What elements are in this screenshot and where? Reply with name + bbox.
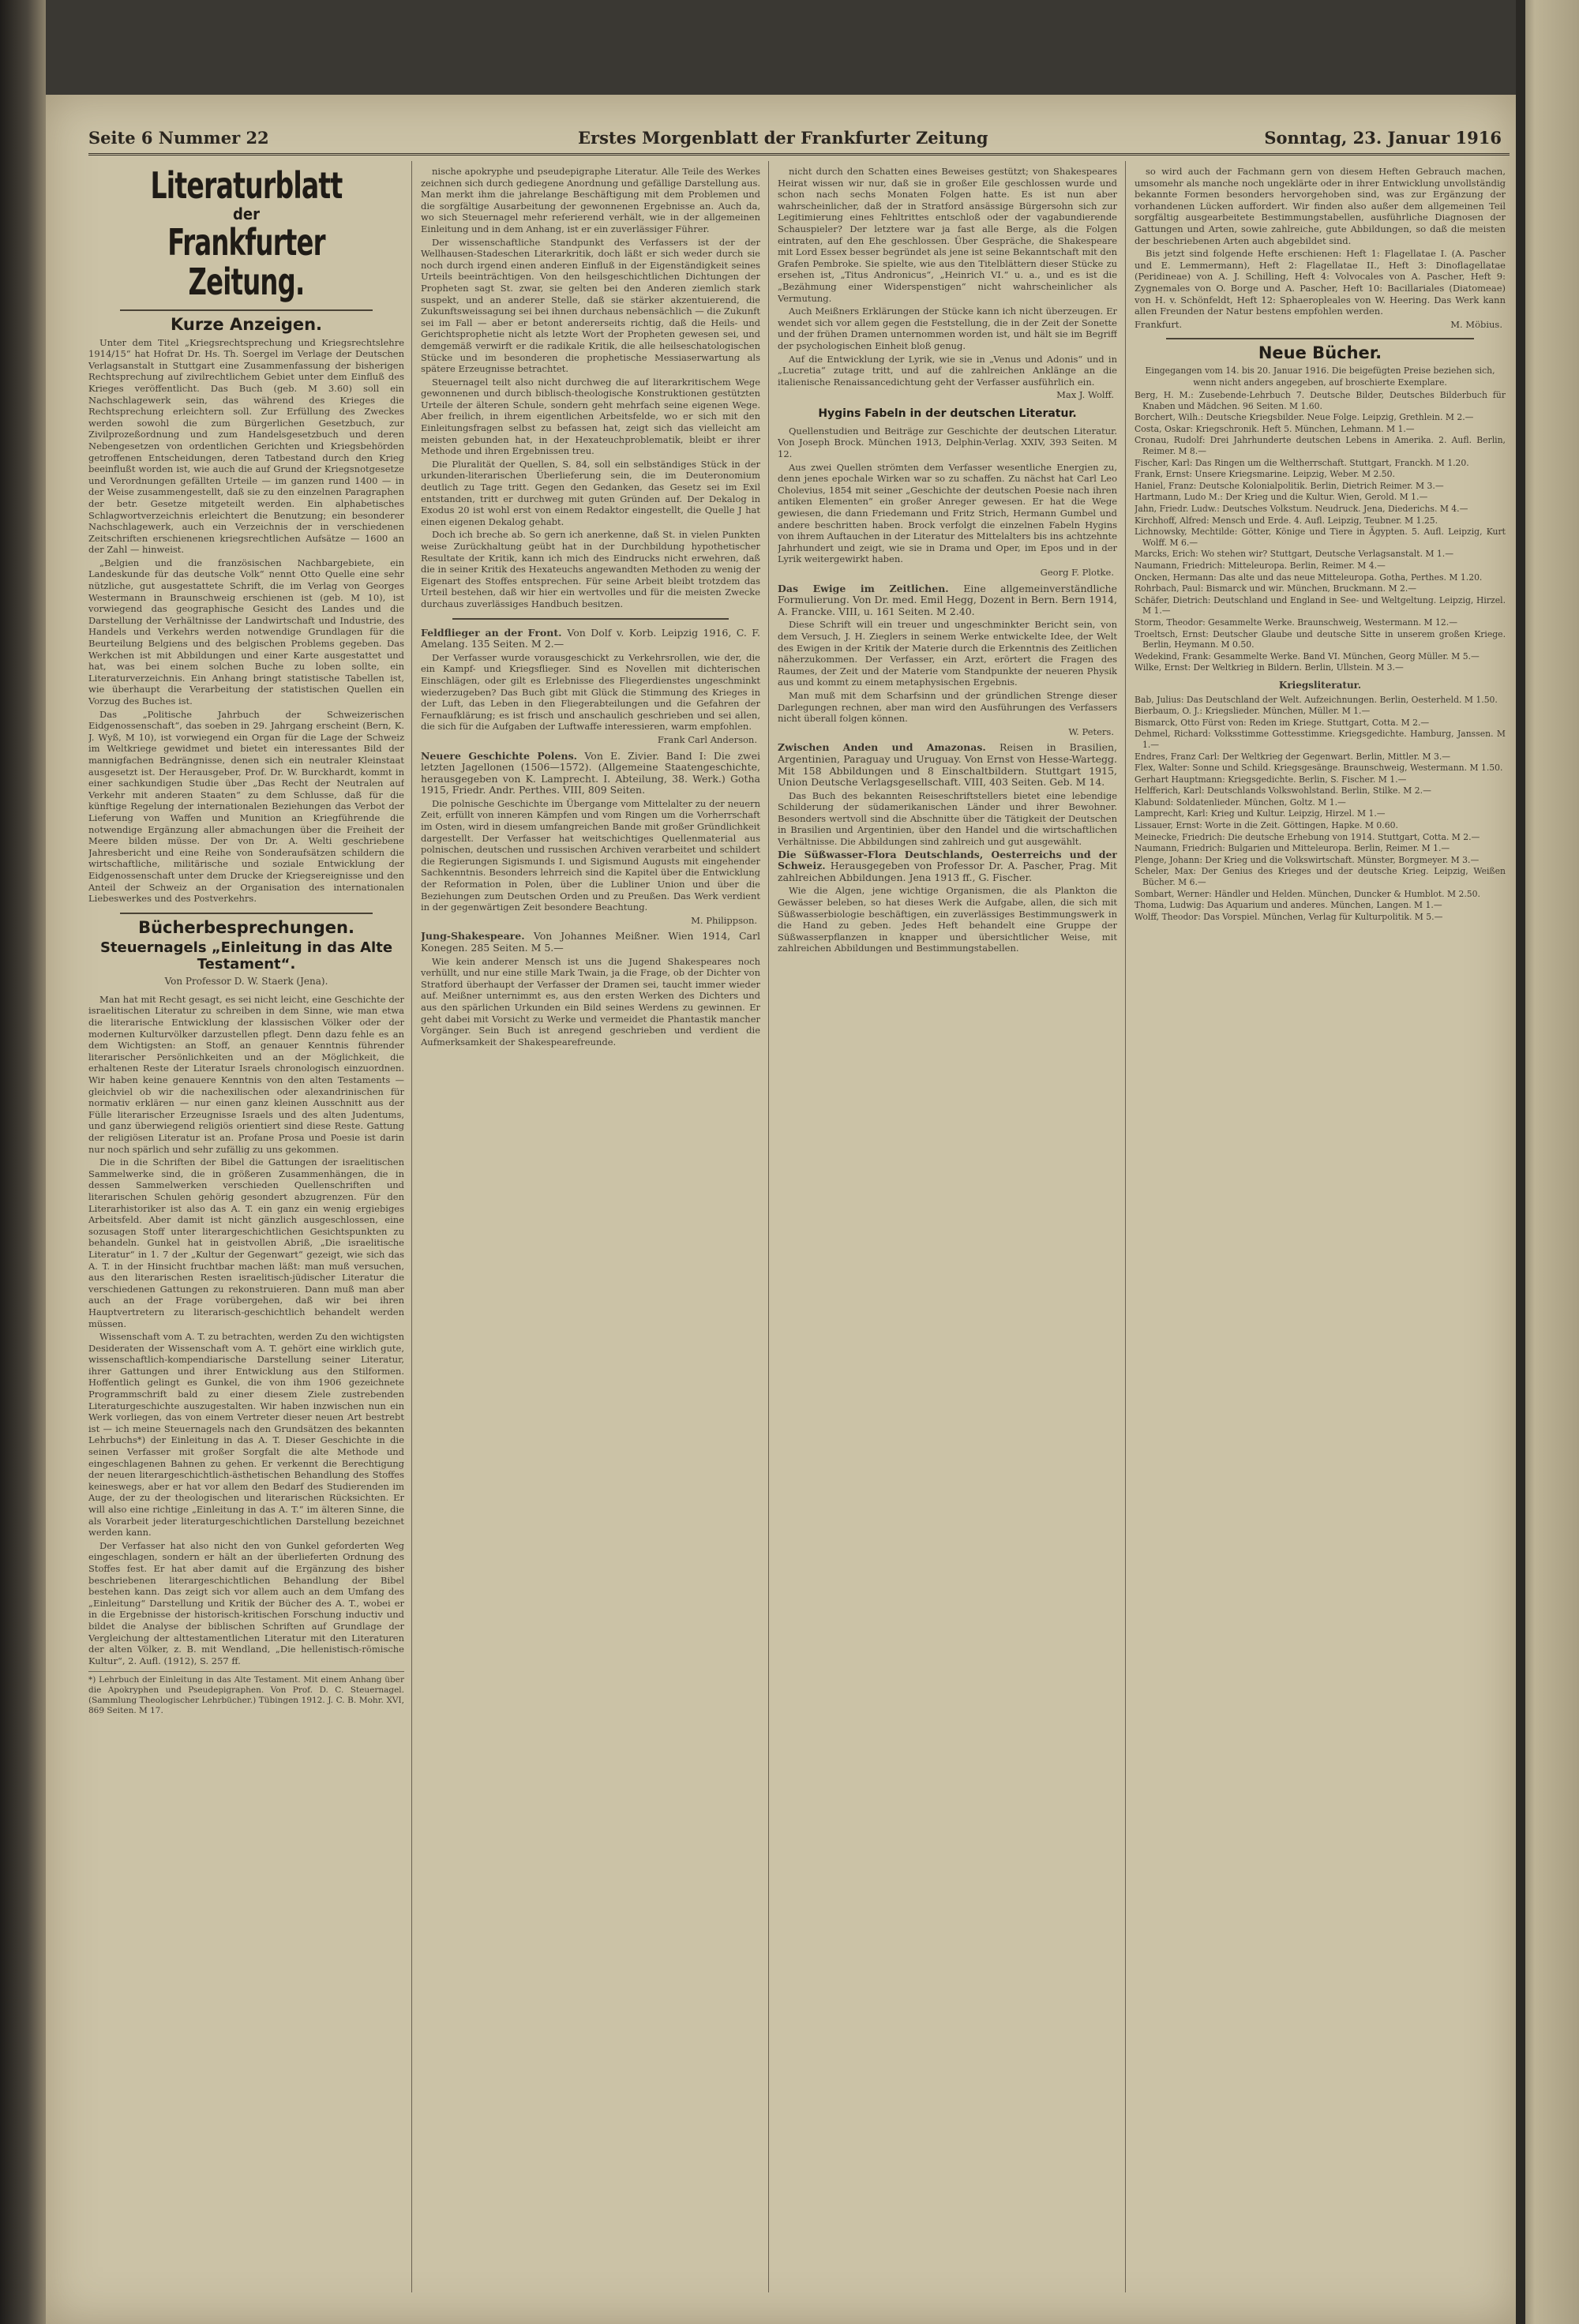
signature-place: Frankfurt.	[1135, 318, 1183, 330]
masthead-line-1: Literaturblatt	[150, 166, 343, 207]
page-header	[88, 126, 1510, 156]
review-heading	[421, 751, 760, 797]
review-meta: Reisen in Brasilien, Argentinien, Paraguay und Uruguay. Von Ernst von Hesse-Wartegg. Mit 158 Abbildungen und 8 Einschaltbildern. Stuttgart 1915, Union Deutsche Verlagsgesellschaft. VIII, 403 Seiten. Geb. M 14.	[778, 741, 1117, 789]
footnote: *) Lehrbuch der Einleitung in das Alte Testament. Mit einem Anhang über die Apokryphen und Pseudepigraphen. Von Prof. D. C. Steuernagel. (Sammlung Theologischer Lehrbücher.) Tübingen 1912. J. C. B. Mohr. XVI, 869 Seiten. M 17.	[88, 1671, 404, 1716]
review-heading	[421, 931, 760, 954]
review-signature: M. Möbius.	[1450, 318, 1502, 330]
list-item: Fischer, Karl: Das Ringen um die Weltherrschaft. Stuttgart, Franckh. M 1.20.	[1135, 457, 1469, 468]
neue-buecher-intro: Eingegangen vom 14. bis 20. Januar 1916. Die beigefügten Preise beziehen sich, wenn nicht anders angegeben, auf broschierte Exemplare.	[1145, 365, 1495, 388]
article-paragraph: Die Pluralität der Quellen, S. 84, soll ein selbständiges Stück in der urkunden-literarischen Überlieferung sein, die im Deuteronomium deutlich zu Tage tritt. Gegen den Gedanken, das Gesetz sei im Exil entstanden, tritt er durchweg mit guten Gründen auf. Der Dekalog in Exodus 20 ist wohl erst von einem Redaktor eingestellt, die Quelle J hat einen eigenen Dekalog gehabt.	[421, 458, 760, 527]
list-item: Wedekind, Frank: Gesammelte Werke. Band VI. München, Georg Müller. M 5.—	[1135, 650, 1480, 662]
review-signature: Frank Carl Anderson.	[657, 733, 757, 745]
list-item: Rohrbach, Paul: Bismarck und wir. München, Bruckmann. M 2.—	[1135, 583, 1417, 594]
list-item: Wolff, Theodor: Das Vorspiel. München, Verlag für Kulturpolitik. M 5.—	[1135, 911, 1443, 922]
section-title-buecherbesprechungen: Bücherbesprechungen.	[138, 917, 354, 937]
column-rule	[768, 161, 769, 2292]
article-paragraph: Das Buch des bekannten Reiseschriftstellers bietet eine lebendige Schilderung der südamerikanischen Länder und ihrer Bewohner. Besonders wertvoll sind die Abschnitte über die Tätigkeit der Deutschen in Brasilien und Argentinien, über den Handel und die wirtschaftlichen Verhältnisse. Die Abbildungen sind zahlreich und gut ausgewählt.	[778, 789, 1117, 848]
list-item: Schäfer, Dietrich: Deutschland und England in See- und Weltgeltung. Leipzig, Hirzel. M 1.—	[1135, 594, 1506, 617]
list-item: Gerhart Hauptmann: Kriegsgedichte. Berlin, S. Fischer. M 1.—	[1135, 774, 1407, 785]
list-item: Helfferich, Karl: Deutschlands Volkswohlstand. Berlin, Stilke. M 2.—	[1135, 785, 1431, 797]
list-item: Lichnowsky, Mechtilde: Götter, Könige und Tiere in Ägypten. 5. Aufl. Leipzig, Kurt Wolff. M 6.—	[1135, 527, 1506, 548]
list-item: Borchert, Wilh.: Deutsche Kriegsbilder. Neue Folge. Leipzig, Grethlein. M 2.—	[1135, 412, 1474, 423]
list-item: Costa, Oskar: Kriegschronik. Heft 5. München, Lehmann. M 1.—	[1135, 423, 1415, 434]
list-item: Lamprecht, Karl: Krieg und Kultur. Leipzig, Hirzel. M 1.—	[1135, 808, 1386, 819]
list-item: Oncken, Hermann: Das alte und das neue Mitteleuropa. Gotha, Perthes. M 1.20.	[1135, 572, 1483, 583]
article-paragraph: Der wissenschaftliche Standpunkt des Verfassers ist der der Wellhausen-Stadeschen Literarkritik, doch läßt er sich weder durch sie noch durch irgend einen anderen Einfluß in der Eigenständigkeit seines Urteils beeinträchtigen. Von den heilsgeschichtlichen Dichtungen der Propheten sagt St. zwar, sie gelten bei den Anderen ziemlich stark suspekt, und an anderer Stelle, daß sie stärker akzentuierend, die Zukunftsweissagung sei bei ihnen durchaus nebensächlich — die Zukunft sei im Fall — aber er betont andererseits richtig, daß die Heils- und Gerichtsprophetie nicht als letzte Wort der Propheten gewesen sei, und demgemäß verwirft er die radikale Kritik, die alle heilseschatologischen Stücke und im besonderen die prophetische Messiaserwartung als spätere Erzeugnisse betrachtet.	[421, 236, 760, 375]
list-item: Jahn, Friedr. Ludw.: Deutsches Volkstum. Neudruck. Jena, Diederichs. M 4.—	[1135, 504, 1468, 515]
masthead	[88, 166, 404, 302]
divider	[120, 913, 373, 914]
list-item: Sombart, Werner: Händler und Helden. München, Duncker & Humblot. M 2.50.	[1135, 888, 1480, 899]
list-item: Wilke, Ernst: Der Weltkrieg in Bildern. Berlin, Ullstein. M 3.—	[1135, 662, 1404, 673]
header-date: Sonntag, 23. Januar 1916	[1264, 128, 1502, 148]
list-item: Bismarck, Otto Fürst von: Reden im Kriege. Stuttgart, Cotta. M 2.—	[1135, 717, 1430, 728]
article-paragraph: Die in die Schriften der Bibel die Gattungen der israelitischen Sammelwerke sind, die in größeren Zusammenhängen, die in dessen Sammelwerken verschieden Quellenschriften und literarischen Schulen gehörig gesondert abzugrenzen. Für den Literarhistoriker ist also das A. T. ein ganz ein wenig ergiebiges Arbeitsfeld. Aber damit ist nicht gänzlich ausgeschlossen, eine sozusagen Stoff unter literargeschichtlichen Gesichtspunkten zu behandeln. Gunkel hat in geistvollen Abriß, „Die israelitische Literatur“ in 1. 7 der „Kultur der Gegenwart“ gezeigt, wie sich das A. T. in der Hinsicht fruchtbar machen läßt: man muß versuchen, aus den literarischen Resten israelitisch-jüdischer Literatur die verschiedenen Gattungen zu rekonstruieren. Dann muß man aber auch an der Frage vorübergehen, daß wir bei ihren Hauptvertretern zu literarisch-geschichtlich behandelt werden müssen.	[88, 1156, 404, 1329]
review-heading	[778, 849, 1117, 884]
review-title: Die Süßwasser-Flora Deutschlands, Oesterreichs und der Schweiz.	[778, 848, 1117, 872]
article-paragraph: Auf die Entwicklung der Lyrik, wie sie in „Venus und Adonis“ und in „Lucretia“ zutage tritt, und auf die zahlreichen Anklänge an die italienische Renaissancedichtung geht der Verfasser ausführlich ein.	[778, 353, 1117, 388]
article-paragraph: Aus zwei Quellen strömten dem Verfasser wesentliche Energien zu, denn jenes epochale Wirken war so zu schaffen. Zu nächst hat Carl Leo Cholevius, 1854 mit seiner „Geschichte der deutschen Poesie nach ihren antiken Elementen“ ein großer Anreger gewesen. Er hat die Wege gewiesen, die dann Friedemann und Fritz Strich, Hermann Gumbel und andere beschritten haben. Brock verfolgt die einzelnen Fabeln Hygins von ihrem Auftauchen in der Literatur des Mittelalters bis ins achtzehnte Jahrhundert und zeigt, wie sie in Drama und Oper, im Epos und in der Lyrik weitergewirkt haben.	[778, 461, 1117, 565]
divider	[452, 618, 729, 620]
article-paragraph: Wie kein anderer Mensch ist uns die Jugend Shakespeares noch verhüllt, und nur eine stille Mark Twain, ja die Frage, ob der Dichter von Stratford überhaupt der Verfasser der Dramen sei, taucht immer wieder auf. Meißner unternimmt es, aus den ersten Werken des Dichters und aus den spärlichen Urkunden ein Bild seines Werdens zu gewinnen. Er geht dabei mit Vorsicht zu Werke und vermeidet die Phantastik mancher Vorgänger. Sein Buch ist anregend geschrieben und verdient die Aufmerksamkeit der Shakespearefreunde.	[421, 955, 760, 1048]
article-paragraph: „Belgien und die französischen Nachbargebiete, ein Landeskunde für das deutsche Volk“ nennt Otto Quelle eine sehr nützliche, gut ausgestattete Schrift, die im Verlag von Georges Westermann in Braunschweig erschienen ist (geb. M 10), ist vorwiegend das geographische Gesicht des Landes und die Darstellung der Verhältnisse der Landwirtschaft und Industrie, des Handels und Verkehrs werden notwendige Grundlagen für die Beurteilung Belgiens und des belgischen Problems gegeben. Das Werkchen ist mit Abbildungen und einer Karte ausgestattet und hat, was bei einem solchen Buche zu loben sollte, ein Literaturverzeichnis. Ein Anhang bringt statistische Tabellen ist, wie überhaupt die Verarbeitung der statistischen Quellen ein Vorzug des Buches ist.	[88, 557, 404, 707]
section-title-kurze-anzeigen: Kurze Anzeigen.	[170, 315, 323, 334]
review-signature: Max J. Wolff.	[1056, 389, 1114, 401]
article-paragraph: nicht durch den Schatten eines Beweises gestützt; von Shakespeares Heirat wissen wir nur, daß sie in großer Eile geschlossen wurde und schon nach sechs Monaten Folgen hatte. Es ist nun aber wahrscheinlicher, daß der in Stratford ansässige Bürgersohn sich zur Legitimierung eines Fehltrittes entschloß oder der vagabundierende Schauspieler? Der letztere war ja fast alle Berge, als die Folgen eintraten, auf den Ehe geschlossen. Über Gespräche, die Shakespeare mit Lord Essex besser begründet als jene ist seine Bekanntschaft mit den Grafen Pembroke. Sie spielte, wie aus den Titelblättern dieser Stücke zu ersehen ist, „Titus Andronicus“, „Heinrich VI.“ u. a., und es ist die „Bezähmung einer Widerspenstigen“ nicht wahrscheinlicher als Vermutung.	[778, 166, 1117, 304]
list-item: Haniel, Franz: Deutsche Kolonialpolitik. Berlin, Dietrich Reimer. M 3.—	[1135, 480, 1444, 491]
review-signature: Georg F. Plotke.	[1040, 567, 1114, 578]
masthead-line-2: der	[233, 204, 260, 223]
list-item: Bierbaum, O. J.: Kriegslieder. München, Müller. M 1.—	[1135, 706, 1371, 717]
review-meta: Eine allgemeinverständliche Formulierung. Von Dr. med. Emil Hegg, Dozent in Bern. Bern 1914, A. Francke. VIII, u. 161 Seiten. M 2.40.	[778, 582, 1117, 617]
signature-line	[1135, 319, 1502, 331]
review-meta: Von Johannes Meißner. Wien 1914, Carl Konegen. 285 Seiten. M 5.—	[421, 930, 760, 954]
article-paragraph: Man muß mit dem Scharfsinn und der gründlichen Strenge dieser Darlegungen rechnen, aber man wird den Ausführungen des Verfassers nicht überall folgen können.	[778, 689, 1117, 725]
review-meta: Herausgegeben von Professor Dr. A. Pascher, Prag. Mit zahlreichen Abbildungen. Jena 1913 ff., G. Fischer.	[778, 860, 1117, 883]
list-item: Meinecke, Friedrich: Die deutsche Erhebung von 1914. Stuttgart, Cotta. M 2.—	[1135, 831, 1480, 842]
divider	[1166, 338, 1474, 339]
review-title: Hygins Fabeln in der deutschen Literatur.	[818, 407, 1077, 420]
column-rule	[1125, 161, 1126, 2292]
column-2	[421, 166, 760, 2297]
review-title: Zwischen Anden und Amazonas.	[778, 741, 986, 754]
column-3	[778, 166, 1117, 2297]
masthead-line-3: Frankfurter Zeitung.	[167, 221, 325, 303]
list-item: Naumann, Friedrich: Mitteleuropa. Berlin, Reimer. M 4.—	[1135, 560, 1386, 571]
article-paragraph: Der Verfasser wurde vorausgeschickt zu Verkehrsrollen, wie der, die ein Kampf- und Kriegsflieger. Sind es Novellen mit dichterischen Einschlägen, oder gilt es Erlebnisse des Fliegerdienstes ungeschminkt wiederzugeben? Das Buch gibt mit Glück die Stimmung des Krieges in der Luft, das Leben in den Fliegerabteilungen und die Gefahren der Fernaufklärung; es ist frisch und anschaulich geschrieben und sei allen, die sich für die Aufgaben der Luftwaffe interessieren, warm empfohlen.	[421, 651, 760, 733]
list-item: Marcks, Erich: Wo stehen wir? Stuttgart, Deutsche Verlagsanstalt. M 1.—	[1135, 549, 1454, 560]
review-meta: Von E. Zivier. Band I: Die zwei letzten Jagellonen (1506—1572). (Allgemeine Staatengeschichte, herausgegeben von K. Lamprecht. I. Abteilung, 38. Werk.) Gotha 1915, Friedr. Andr. Perthes. VIII, 809 Seiten.	[421, 749, 760, 797]
column-4	[1135, 166, 1506, 2297]
article-paragraph: Man hat mit Recht gesagt, es sei nicht leicht, eine Geschichte der israelitischen Literatur zu schreiben in dem Sinne, wie man etwa die literarische Entwicklung der klassischen Völker oder der modernen Kulturvölker darzustellen pflegt. Denn dazu fehle es an dem Wichtigsten: an Stoff, an genauer Kenntnis führender literarischer Persönlichkeiten und an der Möglichkeit, die erhaltenen Reste der Literatur Israels chronologisch einzuordnen. Wir haben keine genauere Kenntnis von den alten Testaments — gleichviel ob wir die nachexilischen oder alexandrinischen für normativ erklären — nur einen ganz kleinen Ausschnitt aus der Fülle literarischer Erzeugnisse Israels und des alten Judentums, und ganz überwiegend religiös orientiert sind diese Reste. Gattung der religiösen Literatur ist an. Profane Prosa und Poesie ist darin nur noch spärlich und sehr zufällig zu uns gekommen.	[88, 993, 404, 1155]
section-title-kriegsliteratur: Kriegsliteratur.	[1278, 679, 1362, 691]
list-item: Bab, Julius: Das Deutschland der Welt. Aufzeichnungen. Berlin, Oesterheld. M 1.50.	[1135, 694, 1498, 705]
article-paragraph: Bis jetzt sind folgende Hefte erschienen: Heft 1: Flagellatae I. (A. Pascher und E. Lemmermann), Heft 2: Flagellatae II., Heft 3: Dinoflagellatae (Peridineae) von A. J. Schilling, Heft 4: Volvocales von A. Pascher, Heft 9: Zygnemales von O. Borge und A. Pascher, Heft 10: Bacillariales (Diatomeae) von H. v. Schönfeldt, Heft 12: Sphaeropleales von W. Heering. Das Werk kann allen Freunden der Natur bestens empfohlen werden.	[1135, 248, 1506, 317]
article-paragraph: Steuernagel teilt also nicht durchweg die auf literarkritischem Wege gewonnenen und durch biblisch-theologische Konstruktionen gestützten Urteile der älteren Schule, sondern geht mehrfach seine eigenen Wege. Aber freilich, in ihrem eigentlichen Arbeitsfelde, wo er sich mit den Einleitungsfragen selbst zu befassen hat, zeigt sich das vielleicht am meisten gebunden hat, in der Hexateuchproblematik, bleibt er ihrer Methode und ihren Ergebnissen treu.	[421, 376, 760, 457]
review-signature: M. Philippson.	[691, 914, 757, 926]
header-paper-name: Erstes Morgenblatt der Frankfurter Zeitung	[578, 128, 988, 148]
article-paragraph: Das „Politische Jahrbuch der Schweizerischen Eidgenossenschaft“, das soeben in 29. Jahrgang erscheint (Bern, K. J. Wyß, M 10), ist vorwiegend ein Organ für die Lage der Schweiz im Weltkriege gewidmet und bietet ein interessantes Bild der mannigfachen Bedrängnisse, denen sich ein neutraler Kleinstaat ausgesetzt ist. Der Herausgeber, Prof. Dr. W. Burckhardt, kommt in einer sachkundigen Studie über „Das Recht der Neutralen auf Verkehr mit anderen Staaten“ zu dem Schlusse, daß für die künftige Regelung der internationalen Beziehungen das Verbot der Lieferung von Waffen und Munition an Kriegführende die notwendige Ergänzung aller abmachungen über die Freiheit der Meere bilden müsse. Der von Dr. A. Welti geschriebene Jahresbericht und eine Reihe von Sonderaufsätzen schildern die wirtschaftliche, militärische und soziale Entwicklung der Eidgenossenschaft unter dem Drucke der Kriegsereignisse und den Anteil der Schweiz an der Organisation des internationalen Liebeswerkes und des Postverkehrs.	[88, 708, 404, 905]
war-literature-list	[1135, 695, 1506, 923]
list-item: Kirchhoff, Alfred: Mensch und Erde. 4. Aufl. Leipzig, Teubner. M 1.25.	[1135, 515, 1438, 526]
review-title: Neuere Geschichte Polens.	[421, 749, 577, 762]
article-paragraph: Wie die Algen, jene wichtige Organismen, die als Plankton die Gewässer beleben, so hat dieses Werk die Aufgabe, allen, die sich mit Süßwasserbiologie beschäftigen, ein zuverlässiges Bestimmungswerk in die Hand zu geben. Jedes Heft behandelt eine Gruppe der Süßwasserpflanzen in knapper und übersichtlicher Weise, mit zahlreichen Abbildungen und Bestimmungstabellen.	[778, 885, 1117, 954]
list-item: Frank, Ernst: Unsere Kriegsmarine. Leipzig, Weber. M 2.50.	[1135, 469, 1395, 480]
review-heading	[778, 742, 1117, 788]
list-item: Endres, Franz Carl: Der Weltkrieg der Gegenwart. Berlin, Mittler. M 3.—	[1135, 751, 1451, 762]
book-spine	[0, 0, 46, 2324]
list-item: Klabund: Soldatenlieder. München, Goltz. M 1.—	[1135, 797, 1346, 808]
review-title: Jung-Shakespeare.	[421, 930, 525, 943]
list-item: Plenge, Johann: Der Krieg und die Volkswirtschaft. Münster, Borgmeyer. M 3.—	[1135, 854, 1480, 865]
article-paragraph: Der Verfasser hat also nicht den von Gunkel geforderten Weg eingeschlagen, sondern er hält an der überlieferten Ordnung des Stoffes fest. Er hat aber damit auf die Ergänzung des bisher beschriebenen literargeschichtlichen Behandlung der Bibel bestehen kann. Das zeigt sich vor allem auch an dem Umfang des „Einleitung“ Darstellung und Kritik der Bücher des A. T., wobei er in die Ergebnisse der historisch-kritischen Forschung inductiv und bildet die Analyse der biblischen Schriften auf Grundlage der Vergleichung der alttestamentlichen Literatur mit den Literaturen der alten Völker, z. B. mit Wendland, „Die hellenistisch-römische Kultur“, 2. Aufl. (1912), S. 257 ff.	[88, 1539, 404, 1666]
article-paragraph: nische apokryphe und pseudepigraphe Literatur. Alle Teile des Werkes zeichnen sich durch gediegene Anordnung und gefällige Darstellung aus. Man merkt ihm die jahrelange Beschäftigung mit dem Problemen und die sorgfältige Ausarbeitung der gewonnenen Ergebnisse an. Auch da, wo sich Steuernagel mehr referierend verhält, wie in der allgemeinen Einleitung und in dem Anhang, ist er ein zuverlässiger Führer.	[421, 166, 760, 234]
article-paragraph: Auch Meißners Erklärungen der Stücke kann ich nicht überzeugen. Er wendet sich vor allem gegen die Feststellung, die in der Zeit der Sonette und der frühen Dramen unternommen worden ist, und hält sie im Begriff der psychologischen Einheit bloß genug.	[778, 305, 1117, 351]
review-title: Feldflieger an der Front.	[421, 626, 562, 639]
list-item: Berg, H. M.: Zusebende-Lehrbuch 7. Deutsche Bilder, Deutsches Bilderbuch für Knaben und Mädchen. 96 Seiten. M 1.60.	[1135, 390, 1506, 411]
article-paragraph: so wird auch der Fachmann gern von diesem Heften Gebrauch machen, umsomehr als manche noch ungeklärte oder in ihrer Entwicklung unvollständig bekannte Formen besonders hervorgehoben sind, was zur Ergänzung der vorhandenen Lücken auffordert. Wir finden also außer dem allgemeinen Teil sorgfältig ausgearbeitete Bestimmungstabellen, ausführliche Diagnosen der Gattungen und Arten, sowie zahlreiche, gute Abbildungen, so daß die meisten der beschriebenen Arten auch abgebildet sind.	[1135, 166, 1506, 246]
section-title-neue-buecher: Neue Bücher.	[1258, 343, 1382, 363]
review-title: Das Ewige im Zeitlichen.	[778, 582, 949, 594]
review-byline: Von Professor D. W. Staerk (Jena).	[164, 976, 328, 988]
list-item: Dehmel, Richard: Volksstimme Gottesstimme. Kriegsgedichte. Hamburg, Janssen. M 1.—	[1135, 729, 1506, 750]
review-signature: W. Peters.	[1068, 725, 1114, 737]
list-item: Thoma, Ludwig: Das Aquarium und anderes. München, Langen. M 1.—	[1135, 900, 1442, 911]
header-page-number: Seite 6 Nummer 22	[88, 128, 269, 148]
article-paragraph: Doch ich breche ab. So gern ich anerkenne, daß St. in vielen Punkten weise Zurückhaltung geübt hat in der Durchbildung hypothetischer Resultate der Kritik, kann ich mich des Eindrucks nicht erwehren, daß die in seiner Kritik des Hexateuchs angewandten Methoden zu wenig der Eigenart des Stoffes entsprechen. Für seine Arbeit bleibt trotzdem das Urteil bestehen, daß wir hier ein wertvolles und für die meisten Zwecke durchaus zuverlässiges Handbuch besitzen.	[421, 529, 760, 609]
column-1	[88, 166, 404, 2297]
divider	[120, 309, 373, 311]
list-item: Lissauer, Ernst: Worte in die Zeit. Göttingen, Hapke. M 0.60.	[1135, 820, 1398, 831]
next-page-edge	[1516, 0, 1579, 2324]
review-meta: Quellenstudien und Beiträge zur Geschichte der deutschen Literatur. Von Joseph Brock. München 1913, Delphin-Verlag. XXIV, 393 Seiten. M 12.	[778, 425, 1117, 460]
column-rule	[411, 161, 412, 2292]
review-heading	[421, 628, 760, 650]
list-item: Naumann, Friedrich: Bulgarien und Mitteleuropa. Berlin, Reimer. M 1.—	[1135, 843, 1450, 854]
review-heading	[778, 583, 1117, 618]
list-item: Cronau, Rudolf: Drei Jahrhunderte deutschen Lebens in Amerika. 2. Aufl. Berlin, Reimer. M 8.—	[1135, 435, 1506, 457]
review-meta: Von Dolf v. Korb. Leipzig 1916, C. F. Amelang. 135 Seiten. M 2.—	[421, 626, 760, 650]
list-item: Storm, Theodor: Gesammelte Werke. Braunschweig, Westermann. M 12.—	[1135, 617, 1458, 628]
article-paragraph: Die polnische Geschichte im Übergange vom Mittelalter zu der neuern Zeit, erfüllt von inneren Kämpfen und vom Ringen um die Vorherrschaft im Osten, wird in diesem umfangreichen Bande mit großer Gründlichkeit dargestellt. Der Verfasser hat weitschichtiges Quellenmaterial aus polnischen, deutschen und russischen Archiven verarbeitet und schildert die Regierungen Sigismunds I. und Sigismund Augusts mit eingehender Sachkenntnis. Besonders lehrreich sind die Kapitel über die Entwicklung der Reformation in Polen, über die Lubliner Union und über die Beziehungen zum Deutschen Orden und zu Preußen. Das Werk verdient in der gegenwärtigen Zeit besondere Beachtung.	[421, 797, 760, 913]
book-list	[1135, 390, 1506, 673]
article-paragraph: Diese Schrift will ein treuer und ungeschminkter Bericht sein, von dem Versuch, J. H. Zieglers in seinem Werke entwickelte Idee, der Welt des Ewigen in der Kritik der Materie durch die Erkenntnis des Zeitlichen näherzukommen. Der Verfasser, ein Arzt, erörtert die Fragen des Raumes, der Zeit und der Materie vom Standpunkte der neueren Physik aus und kommt zu einem metaphysischen Ergebnis.	[778, 619, 1117, 688]
review-title: Steuernagels „Einleitung in das Alte Testament“.	[99, 939, 393, 973]
list-item: Scheler, Max: Der Genius des Krieges und der deutsche Krieg. Leipzig, Weißen Bücher. M 6.—	[1135, 866, 1506, 888]
article-paragraph: Unter dem Titel „Kriegsrechtsprechung und Kriegsrechtslehre 1914/15“ hat Hofrat Dr. Hs. Th. Soergel im Verlage der Deutschen Verlagsanstalt in Stuttgart eine Zusammenfassung der bisherigen Rechtsprechung auf zivilrechtlichem Gebiet unter dem Einfluß des Krieges veröffentlicht. Das Buch (geb. M 3.60) soll ein Nachschlagewerk sein, das während des Krieges die Rechtsprechung erleichtern soll. Zur Erfüllung des Zweckes werden sowohl die zum Bürgerlichen Gesetzbuch, zur Zivilprozeßordnung und zum Handelsgesetzbuch und deren Nebengesetzen von ordentlichen Gerichten und Kriegsbehörden getroffenen Entscheidungen, deren Tatbestand durch den Krieg beeinflußt worden ist, wie auch die auf Grund der Kriegsnotgesetze und Verordnungen gefällten Urteile — im ganzen rund 1400 — in der Weise zusammengestellt, daß sie zu den einzelnen Paragraphen der betr. Gesetze mitgeteilt werden. Ein alphabetisches Schlagwortverzeichnis erleichtert die Benutzung; ein besonderer Nachschlagewerk, auch ein Verzeichnis der in verschiedenen Zeitschriften erschienenen kriegsrechtlichen Aufsätze — 1600 an der Zahl — hinweist.	[88, 336, 404, 556]
article-paragraph: Wissenschaft vom A. T. zu betrachten, werden Zu den wichtigsten Desideraten der Wissenschaft vom A. T. gehört eine wirklich gute, wissenschaftlich-kompendiarische Darstellung seiner Literatur, ihrer Gattungen und ihrer Entwicklung aus den Stilformen. Hoffentlich gelingt es Gunkel, die von ihm 1906 gezeichnete Programmschrift bald zu einer diesem Ziele zustrebenden Literaturgeschichte auszugestalten. Wir haben inzwischen nun ein Werk vorliegen, das von einem Vertreter dieser neuen Art bestrebt ist — ich meine Steuernagels nach den Grundsätzen des bekannten Lehrbuchs*) der Einleitung in das A. T. Dieser Geschichte in die seinen Verfasser mit großer Sorgfalt die alte Methode und eingeschlagenen Bahnen zu gehen. Er verkennt die Berechtigung der neuen literargeschichtlich-ästhetischen Behandlung des Stoffes keineswegs, aber er hat vor allem den Bedarf des Studierenden im Auge, der zu der theologischen und literarischen Rücksichten. Er will also eine richtige „Einleitung in das A. T.“ im älteren Sinne, die als Vorarbeit jeder literaturgeschichtlichen Darstellung bezeichnet werden kann.	[88, 1331, 404, 1539]
list-item: Hartmann, Ludo M.: Der Krieg und die Kultur. Wien, Gerold. M 1.—	[1135, 492, 1428, 503]
list-item: Troeltsch, Ernst: Deutscher Glaube und deutsche Sitte in unserem großen Kriege. Berlin, Heymann. M 0.50.	[1135, 628, 1506, 650]
list-item: Flex, Walter: Sonne und Schild. Kriegsgesänge. Braunschweig, Westermann. M 1.50.	[1135, 763, 1503, 774]
